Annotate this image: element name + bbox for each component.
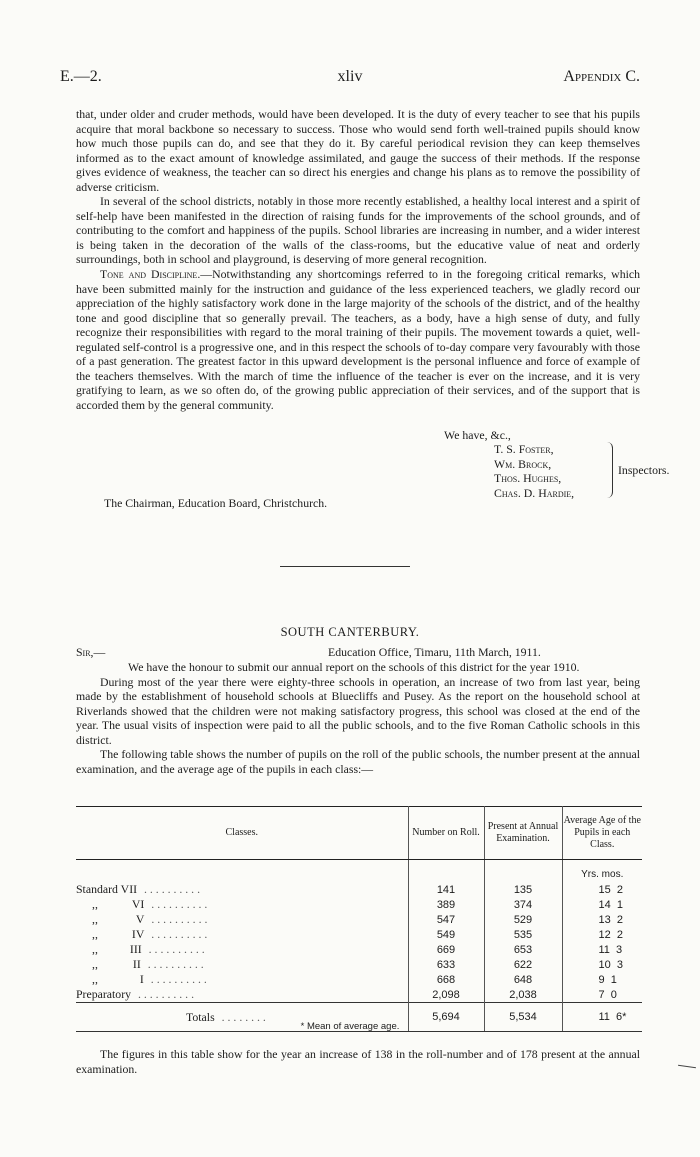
totals-present: 5,534: [484, 1003, 562, 1032]
age-years: 10: [598, 958, 611, 971]
addressee: The Chairman, Education Board, Christchurch.: [104, 496, 328, 510]
present-cell: 2,038: [484, 987, 562, 1003]
ditto-mark: ,,: [92, 957, 98, 971]
ditto-mark: ,,: [92, 927, 98, 941]
age-years: 9: [598, 973, 605, 986]
table-row: ,, IV . . . . . . . . . . 549 535 12 2: [76, 927, 642, 942]
age-months: 2: [616, 913, 623, 926]
salutation-line: [76, 645, 640, 660]
age-years: 7: [598, 988, 605, 1001]
age-cell: [562, 987, 642, 1003]
brace: [606, 442, 613, 498]
class-name: Standard VII: [76, 882, 138, 896]
table-row: ,, V . . . . . . . . . . 547 529 13 2: [76, 912, 642, 927]
table-row: Preparatory . . . . . . . . . . 2,098 2,038 7 0: [76, 987, 642, 1003]
class-name: V: [135, 912, 145, 926]
table-row: ,, I . . . . . . . . . . 668 648 9 1: [76, 972, 642, 987]
age-months: 6*: [616, 1011, 627, 1023]
present-cell: 653: [484, 942, 562, 957]
totals-label: Totals: [186, 1009, 215, 1024]
roll-cell: 2,098: [408, 987, 484, 1003]
totals-row: Totals . . . . . . . . 5,694 5,534 11 6*: [76, 1003, 642, 1032]
tone-text: —Notwithstanding any shortcomings referred to in the foregoing critical remarks, which have been submitted mainly for the instruction and guidance of the less experienced teachers, we gladly record our appreciation of the highly satisfactory work done in the large majority of the schools of the district, and of the healthy tone and good discipline that so generally prevail. The teachers, as a body, have a high sense of duty, and fully recognize their responsibilities with regard to the moral training of their pupils. The movement towards a quiet, well-regulated self-control is a progressive one, and in this respect the schools of to-day compare very favourably with those of a past generation. The greatest factor in this upward development is the personal influence and force of example of the teachers themselves. With the march of time the influence of the teacher is ever on the increase, and it is very gratifying to learn, as we so often do, of the growing public appreciation of their services, and of the support that is accorded them by the general community.: [76, 267, 640, 412]
lower-body: [76, 660, 640, 776]
table-header-row: [76, 807, 642, 860]
upper-body: [76, 107, 640, 412]
age-years: 15: [598, 883, 611, 896]
roll-cell: 389: [408, 897, 484, 912]
paragraph: that, under older and cruder methods, would have been developed. It is the duty of every teacher to see that his pupils acquire that moral backbone so necessary to success. Those who would send forth well-trained pupils should know how much those pupils can do, and see that they do it. By careful periodical revision they can keep themselves informed as to the exact amount of knowledge assimilated, and gauge the success of their methods. If the response gives evidence of weakness, the teacher can so direct his energies and change his plans as to remove the possibility of adverse criticism.: [76, 107, 640, 194]
roll-cell: 547: [408, 912, 484, 927]
col-header-classes: Classes.: [76, 807, 408, 860]
roll-cell: 668: [408, 972, 484, 987]
present-cell: 529: [484, 912, 562, 927]
closing-body: [76, 1047, 640, 1076]
paragraph: The following table shows the number of pupils on the roll of the public schools, the number present at the annual examination, and the average age of the pupils in each class:—: [76, 747, 640, 776]
class-name: II: [132, 957, 141, 971]
roll-cell: 633: [408, 957, 484, 972]
age-years: 12: [598, 928, 611, 941]
paragraph: During most of the year there were eighty-three schools in operation, an increase of two from last year, being made by the establishment of household schools at Bluecliffs and Pusey. As the report on the household school at Riverlands showed that the children were not making satisfactory progress, this school was closed at the end of the year. The usual visits of inspection were paid to all the public schools, and to the five Roman Catholic schools in this district.: [76, 674, 640, 747]
age-months: 1: [610, 973, 617, 986]
table-footnote: * Mean of average age.: [300, 1021, 400, 1032]
age-cell: [562, 912, 642, 927]
we-have: We have, &c.,: [444, 428, 511, 442]
present-cell: 622: [484, 957, 562, 972]
roll-cell: 549: [408, 927, 484, 942]
units-row: [76, 860, 642, 883]
inspector-name: Chas. D. Hardie,: [494, 485, 575, 500]
table-row: ,, VI . . . . . . . . . . 389 374 14 1: [76, 897, 642, 912]
signature-block: [76, 428, 670, 500]
age-months: 3: [616, 958, 623, 971]
header-left: E.—2.: [60, 68, 102, 85]
inspector-name: Thos. Hughes,: [494, 471, 562, 485]
section-title: SOUTH CANTERBURY.: [280, 625, 420, 639]
col-header-present: Present at Annual Examination.: [484, 807, 562, 860]
class-name: IV: [131, 927, 145, 941]
class-name: Preparatory: [76, 987, 132, 1001]
table-row: ,, II . . . . . . . . . . 633 622 10 3: [76, 957, 642, 972]
age-years: 11: [598, 943, 610, 956]
age-months: 1: [616, 898, 623, 911]
header-page-number: xliv: [337, 68, 363, 85]
page-header: [60, 68, 640, 88]
class-name: I: [139, 972, 144, 986]
class-name: III: [129, 942, 142, 956]
present-cell: 374: [484, 897, 562, 912]
age-cell: [562, 927, 642, 942]
tone-paragraph: [76, 267, 640, 412]
age-cell: [562, 972, 642, 987]
paragraph: The figures in this table show for the year an increase of 138 in the roll-number and of 178 present at the annual examination.: [76, 1047, 640, 1076]
col-header-age: Average Age of the Pupils in each Class.: [562, 807, 642, 860]
table-row: ,, III . . . . . . . . . . 669 653 11 3: [76, 942, 642, 957]
table-row: Standard VII . . . . . . . . . . 141 135 15 2: [76, 882, 642, 897]
ditto-mark: ,,: [92, 897, 98, 911]
col-header-roll: Number on Roll.: [408, 807, 484, 860]
paragraph: We have the honour to submit our annual report on the schools of this district for the year 1910.: [128, 660, 580, 674]
age-months: 3: [616, 943, 623, 956]
paragraph: In several of the school districts, notably in those more recently established, a healthy local interest and a spirit of self-help have been manifested in the direction of raising funds for the improvements of the school grounds, and of contributing to the comfort and happiness of the pupils. School libraries are increasing in number, and a wider interest is being taken in the decoration of the walls of the class-rooms, but the educative value of neat and orderly surroundings, both in school and playground, is deserving of more general recognition.: [76, 194, 640, 267]
inspector-name: T. S. Foster,: [494, 442, 554, 456]
age-months: 0: [610, 988, 617, 1001]
inspectors-label: Inspectors.: [618, 463, 670, 477]
totals-roll: 5,694: [408, 1003, 484, 1032]
dateline: Education Office, Timaru, 11th March, 1911.: [328, 645, 541, 659]
ditto-mark: ,,: [92, 942, 98, 956]
present-cell: 135: [484, 882, 562, 897]
age-months: 2: [616, 883, 623, 896]
age-months: 2: [616, 928, 623, 941]
salutation: Sir,—: [76, 645, 106, 659]
enrolment-table: [76, 806, 642, 1032]
age-years: 14: [598, 898, 611, 911]
age-years: 11: [598, 1011, 610, 1023]
margin-mark: [678, 1065, 696, 1068]
inspector-names: [494, 442, 574, 500]
age-cell: [562, 897, 642, 912]
yrs-mos-label: Yrs. mos.: [581, 868, 624, 880]
age-cell: [562, 882, 642, 897]
age-cell: [562, 957, 642, 972]
class-name: VI: [131, 897, 145, 911]
roll-cell: 141: [408, 882, 484, 897]
present-cell: 648: [484, 972, 562, 987]
inspector-name: Wm. Brock,: [494, 456, 552, 471]
ditto-mark: ,,: [92, 972, 98, 986]
tone-heading: Tone and Discipline.: [100, 267, 201, 282]
age-years: 13: [598, 913, 611, 926]
header-right: Appendix C.: [563, 68, 640, 85]
present-cell: 535: [484, 927, 562, 942]
roll-cell: 669: [408, 942, 484, 957]
age-cell: [562, 942, 642, 957]
section-divider: [280, 566, 410, 567]
ditto-mark: ,,: [92, 912, 98, 926]
